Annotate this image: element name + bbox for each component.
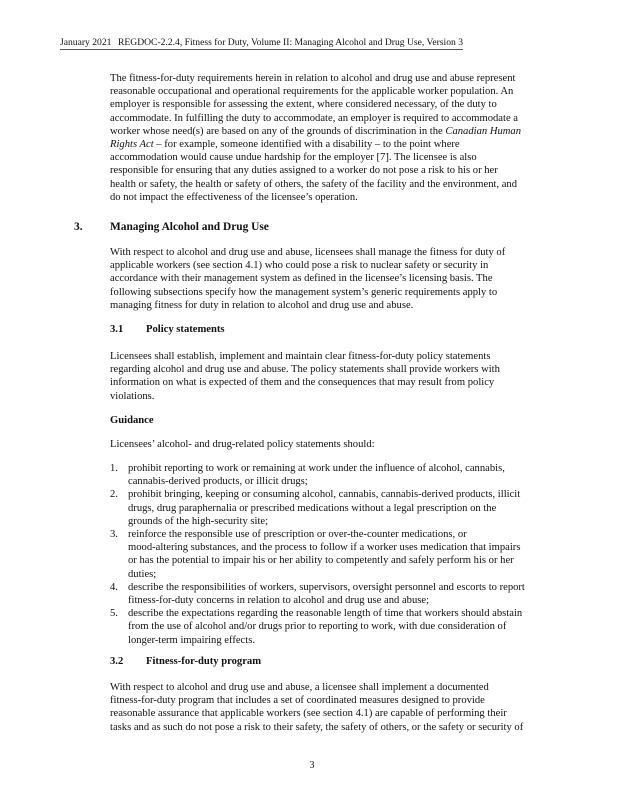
subsection-title: Policy statements — [146, 324, 225, 335]
header-doc-title: REGDOC-2.2.4, Fitness for Duty, Volume II: Managing Alcohol and Drug Use, Version 3 — [118, 37, 463, 48]
subsection-title: Fitness-for-duty program — [146, 656, 262, 667]
header-date: January 2021 — [60, 37, 112, 48]
guidance-intro: Licensees’ alcohol- and drug-related policy statements should: — [110, 439, 375, 450]
act-title-cont: Rights Act — [110, 139, 154, 151]
act-title: Canadian Human — [445, 125, 522, 137]
list-item: 5. describe the expectations regarding the reasonable length of time that workers should abstain from the use of alcohol and/or drugs prior to reporting to work, with due consideration of longer-term impairing effects. — [110, 608, 523, 646]
subsection-number: 3.2 — [110, 656, 124, 667]
section-3-heading — [0, 221, 624, 237]
guidance-list — [110, 462, 580, 647]
section-3-1-paragraph: Licensees shall establish, implement and maintain clear fitness-for-duty policy statements regarding alcohol and drug use and abuse. The policy statements shall provide workers with information on what is expected of them and the consequences that may result from policy violations. — [110, 351, 500, 402]
section-3-2-heading — [0, 656, 624, 670]
list-item: 1. prohibit reporting to work or remaining at work under the influence of alcohol, cannabis, cannabis-derived products, or illicit drugs; — [110, 463, 505, 488]
section-3-2-paragraph: With respect to alcohol and drug use and abuse, a licensee shall implement a documented fitness-for-duty program that includes a set of coordinated measures designed to provide reasonable assurance that applicable workers (see section 4.1) are capable of performing their tasks and as such do not pose a risk to their safety, the safety of others, or the safety or security of — [110, 682, 524, 733]
page-header — [60, 36, 463, 50]
section-title: Managing Alcohol and Drug Use — [110, 221, 269, 233]
intro-paragraph: The fitness-for-duty requirements herein in relation to alcohol and drug use and abuse represent reasonable occupational and operational requirements for the applicable worker population. An employer is responsible for assessing the extent, where considered necessary, of the duty to accommodate. In fulfilling the duty to accommodate, an employer is required to accommodate a worker whose need(s) are based on any of the grounds of discrimination in the Canadian Human Rights Act – for example, someone identified with a disability – to the point where accommodation would cause undue hardship for the employer [7]. The licensee is also responsible for ensuring that any duties assigned to a worker do not pose a risk to his or her health or safety, the health or safety of others, the safety of the facility and the environment, and do not impact the effectiveness of the licensee’s operation. — [110, 73, 522, 203]
section-number: 3. — [74, 221, 83, 233]
section-3-paragraph: With respect to alcohol and drug use and abuse, licensees shall manage the fitness for duty of applicable workers (see section 4.1) who could pose a risk to nuclear safety or security in accordance with their management system as defined in the licensee’s licensing basis. The following subsections specify how the management system’s generic requirements apply to managing fitness for duty in relation to alcohol and drug use and abuse. — [110, 247, 506, 311]
list-item: 4. describe the responsibilities of workers, supervisors, oversight personnel and escorts to report fitness-for-duty concerns in relation to alcohol and drug use and abuse; — [110, 581, 525, 607]
page-number: 3 — [309, 760, 315, 771]
section-3-1-heading — [0, 324, 624, 338]
list-item: 3. reinforce the responsible use of prescription or over-the-counter medications, or mood-altering substances, and the process to follow if a worker uses medication that impairs or has the potential to impair his or her ability to competently and safely perform his or her duties; — [110, 529, 521, 580]
guidance-heading: Guidance — [110, 415, 154, 426]
subsection-number: 3.1 — [110, 324, 124, 335]
list-item: 2. prohibit bringing, keeping or consuming alcohol, cannabis, cannabis-derived products, illicit drugs, drug paraphernalia or prescribed medications without a legal prescription on the grounds of the high-security site; — [110, 489, 521, 527]
